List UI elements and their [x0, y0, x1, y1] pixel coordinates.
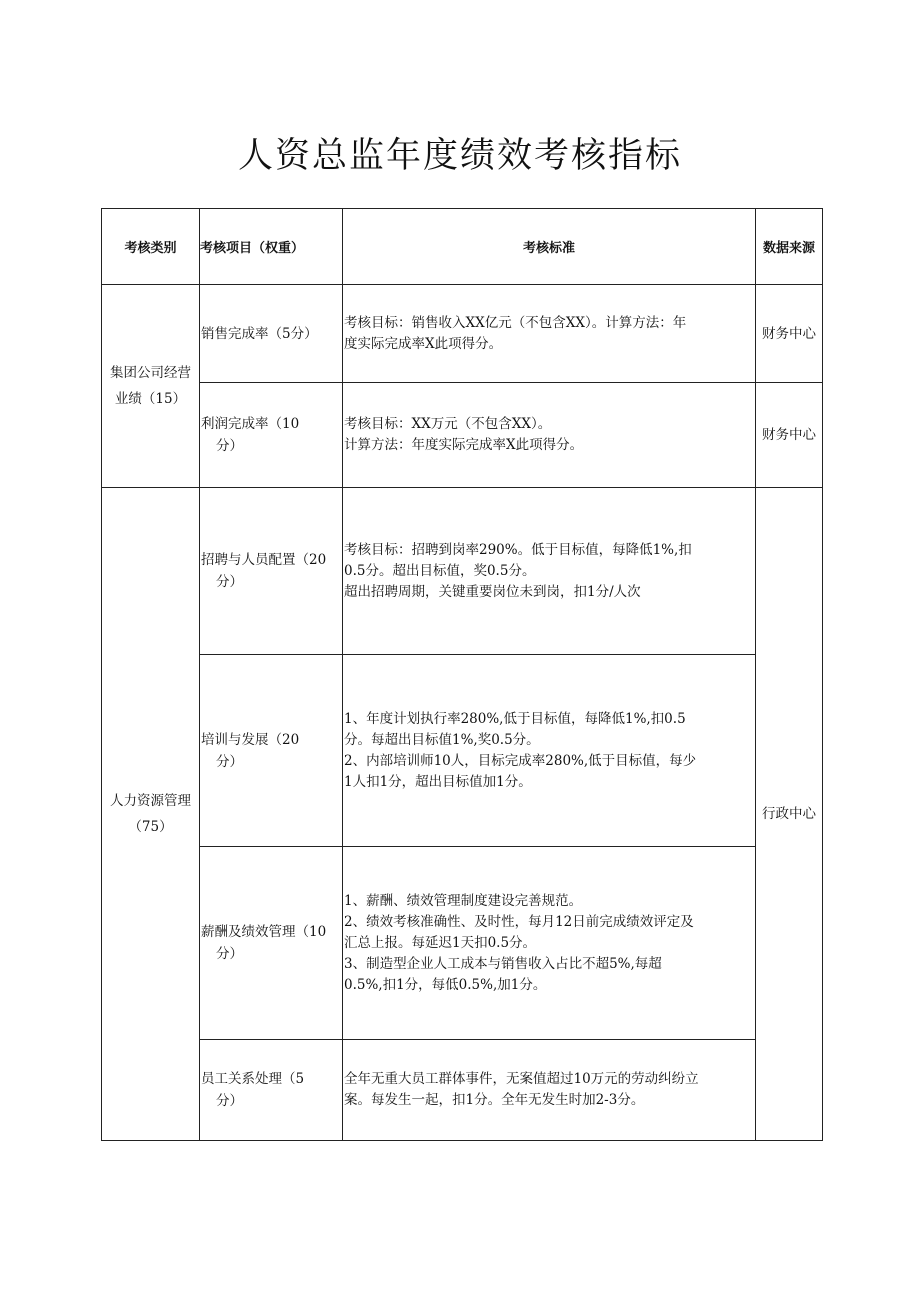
item-cell	[200, 1040, 343, 1141]
category-line: 人力资源管理	[110, 793, 191, 809]
source-cell: 行政中心	[756, 488, 823, 1141]
standard-line: 考核目标：销售收入XX亿元（不包含XX）。计算方法：年	[344, 314, 687, 331]
table-row	[102, 285, 823, 383]
header-item: 考核项目（权重）	[200, 209, 343, 285]
table-row	[102, 655, 823, 847]
table-row	[102, 383, 823, 488]
kpi-table	[101, 208, 823, 1141]
item-line: 分）	[216, 1093, 243, 1109]
standard-line: 全年无重大员工群体事件，无案值超过10万元的劳动纠纷立	[344, 1071, 699, 1087]
item-cell	[200, 383, 343, 488]
category-line: （75）	[128, 819, 173, 835]
standard-line: 分。每超出目标值1%,奖0.5分。	[344, 731, 540, 748]
standard-line: 2、绩效考核准确性、及时性，每月12日前完成绩效评定及	[344, 913, 694, 930]
table-row	[102, 488, 823, 655]
standard-line: 超出招聘周期，关键重要岗位未到岗，扣1分/人次	[344, 583, 641, 600]
standard-line: 3、制造型企业人工成本与销售收入占比不超5%,每超	[344, 955, 662, 972]
standard-line: 0.5%,扣1分，每低0.5%,加1分。	[344, 976, 547, 993]
standard-cell	[343, 488, 756, 655]
item-line: 培训与发展（20	[201, 731, 300, 748]
item-line: 薪酬及绩效管理（10	[201, 924, 327, 940]
standard-line: 考核目标：XX万元（不包含XX）。	[344, 416, 552, 432]
standard-cell	[343, 655, 756, 847]
item-line: 分）	[216, 946, 243, 962]
category-cell	[102, 285, 200, 488]
item-line: 分）	[216, 753, 243, 770]
standard-cell	[343, 847, 756, 1040]
item-cell	[200, 488, 343, 655]
standard-line: 汇总上报。每延迟1天扣0.5分。	[344, 934, 537, 951]
header-standard: 考核标准	[343, 209, 756, 285]
item-line: 销售完成率（5分）	[201, 325, 318, 342]
standard-line: 计算方法：年度实际完成率X此项得分。	[344, 437, 584, 453]
item-line: 分）	[216, 574, 243, 590]
table-row	[102, 1040, 823, 1141]
category-line: 业绩（15）	[114, 391, 187, 407]
item-line: 利润完成率（10	[201, 416, 300, 432]
standard-line: 1人扣1分，超出目标值加1分。	[344, 773, 532, 790]
category-cell	[102, 488, 200, 1141]
item-cell	[200, 847, 343, 1040]
standard-line: 度实际完成率X此项得分。	[344, 335, 503, 352]
standard-line: 2、内部培训师10人，目标完成率280%,低于目标值，每少	[344, 752, 697, 769]
header-row	[102, 209, 823, 285]
standard-line: 0.5分。超出目标值，奖0.5分。	[344, 562, 536, 579]
standard-line: 案。每发生一起，扣1分。全年无发生时加2-3分。	[344, 1092, 645, 1108]
standard-cell	[343, 285, 756, 383]
standard-line: 考核目标：招聘到岗率290%。低于目标值，每降低1%,扣	[344, 541, 692, 558]
standard-line: 1、薪酬、绩效管理制度建设完善规范。	[344, 892, 583, 909]
standard-cell	[343, 1040, 756, 1141]
item-line: 员工关系处理（5	[201, 1071, 305, 1087]
category-line: 集团公司经营	[110, 365, 191, 381]
page-title: 人资总监年度绩效考核指标	[237, 136, 682, 176]
item-cell	[200, 655, 343, 847]
header-source: 数据来源	[756, 209, 823, 285]
item-line: 招聘与人员配置（20	[201, 552, 327, 568]
header-category: 考核类别	[102, 209, 200, 285]
source-cell: 财务中心	[756, 383, 823, 488]
standard-cell	[343, 383, 756, 488]
item-line: 分）	[216, 438, 243, 454]
standard-line: 1、年度计划执行率280%,低于目标值，每降低1%,扣0.5	[344, 710, 686, 727]
item-cell	[200, 285, 343, 383]
source-cell: 财务中心	[756, 285, 823, 383]
table-row	[102, 847, 823, 1040]
